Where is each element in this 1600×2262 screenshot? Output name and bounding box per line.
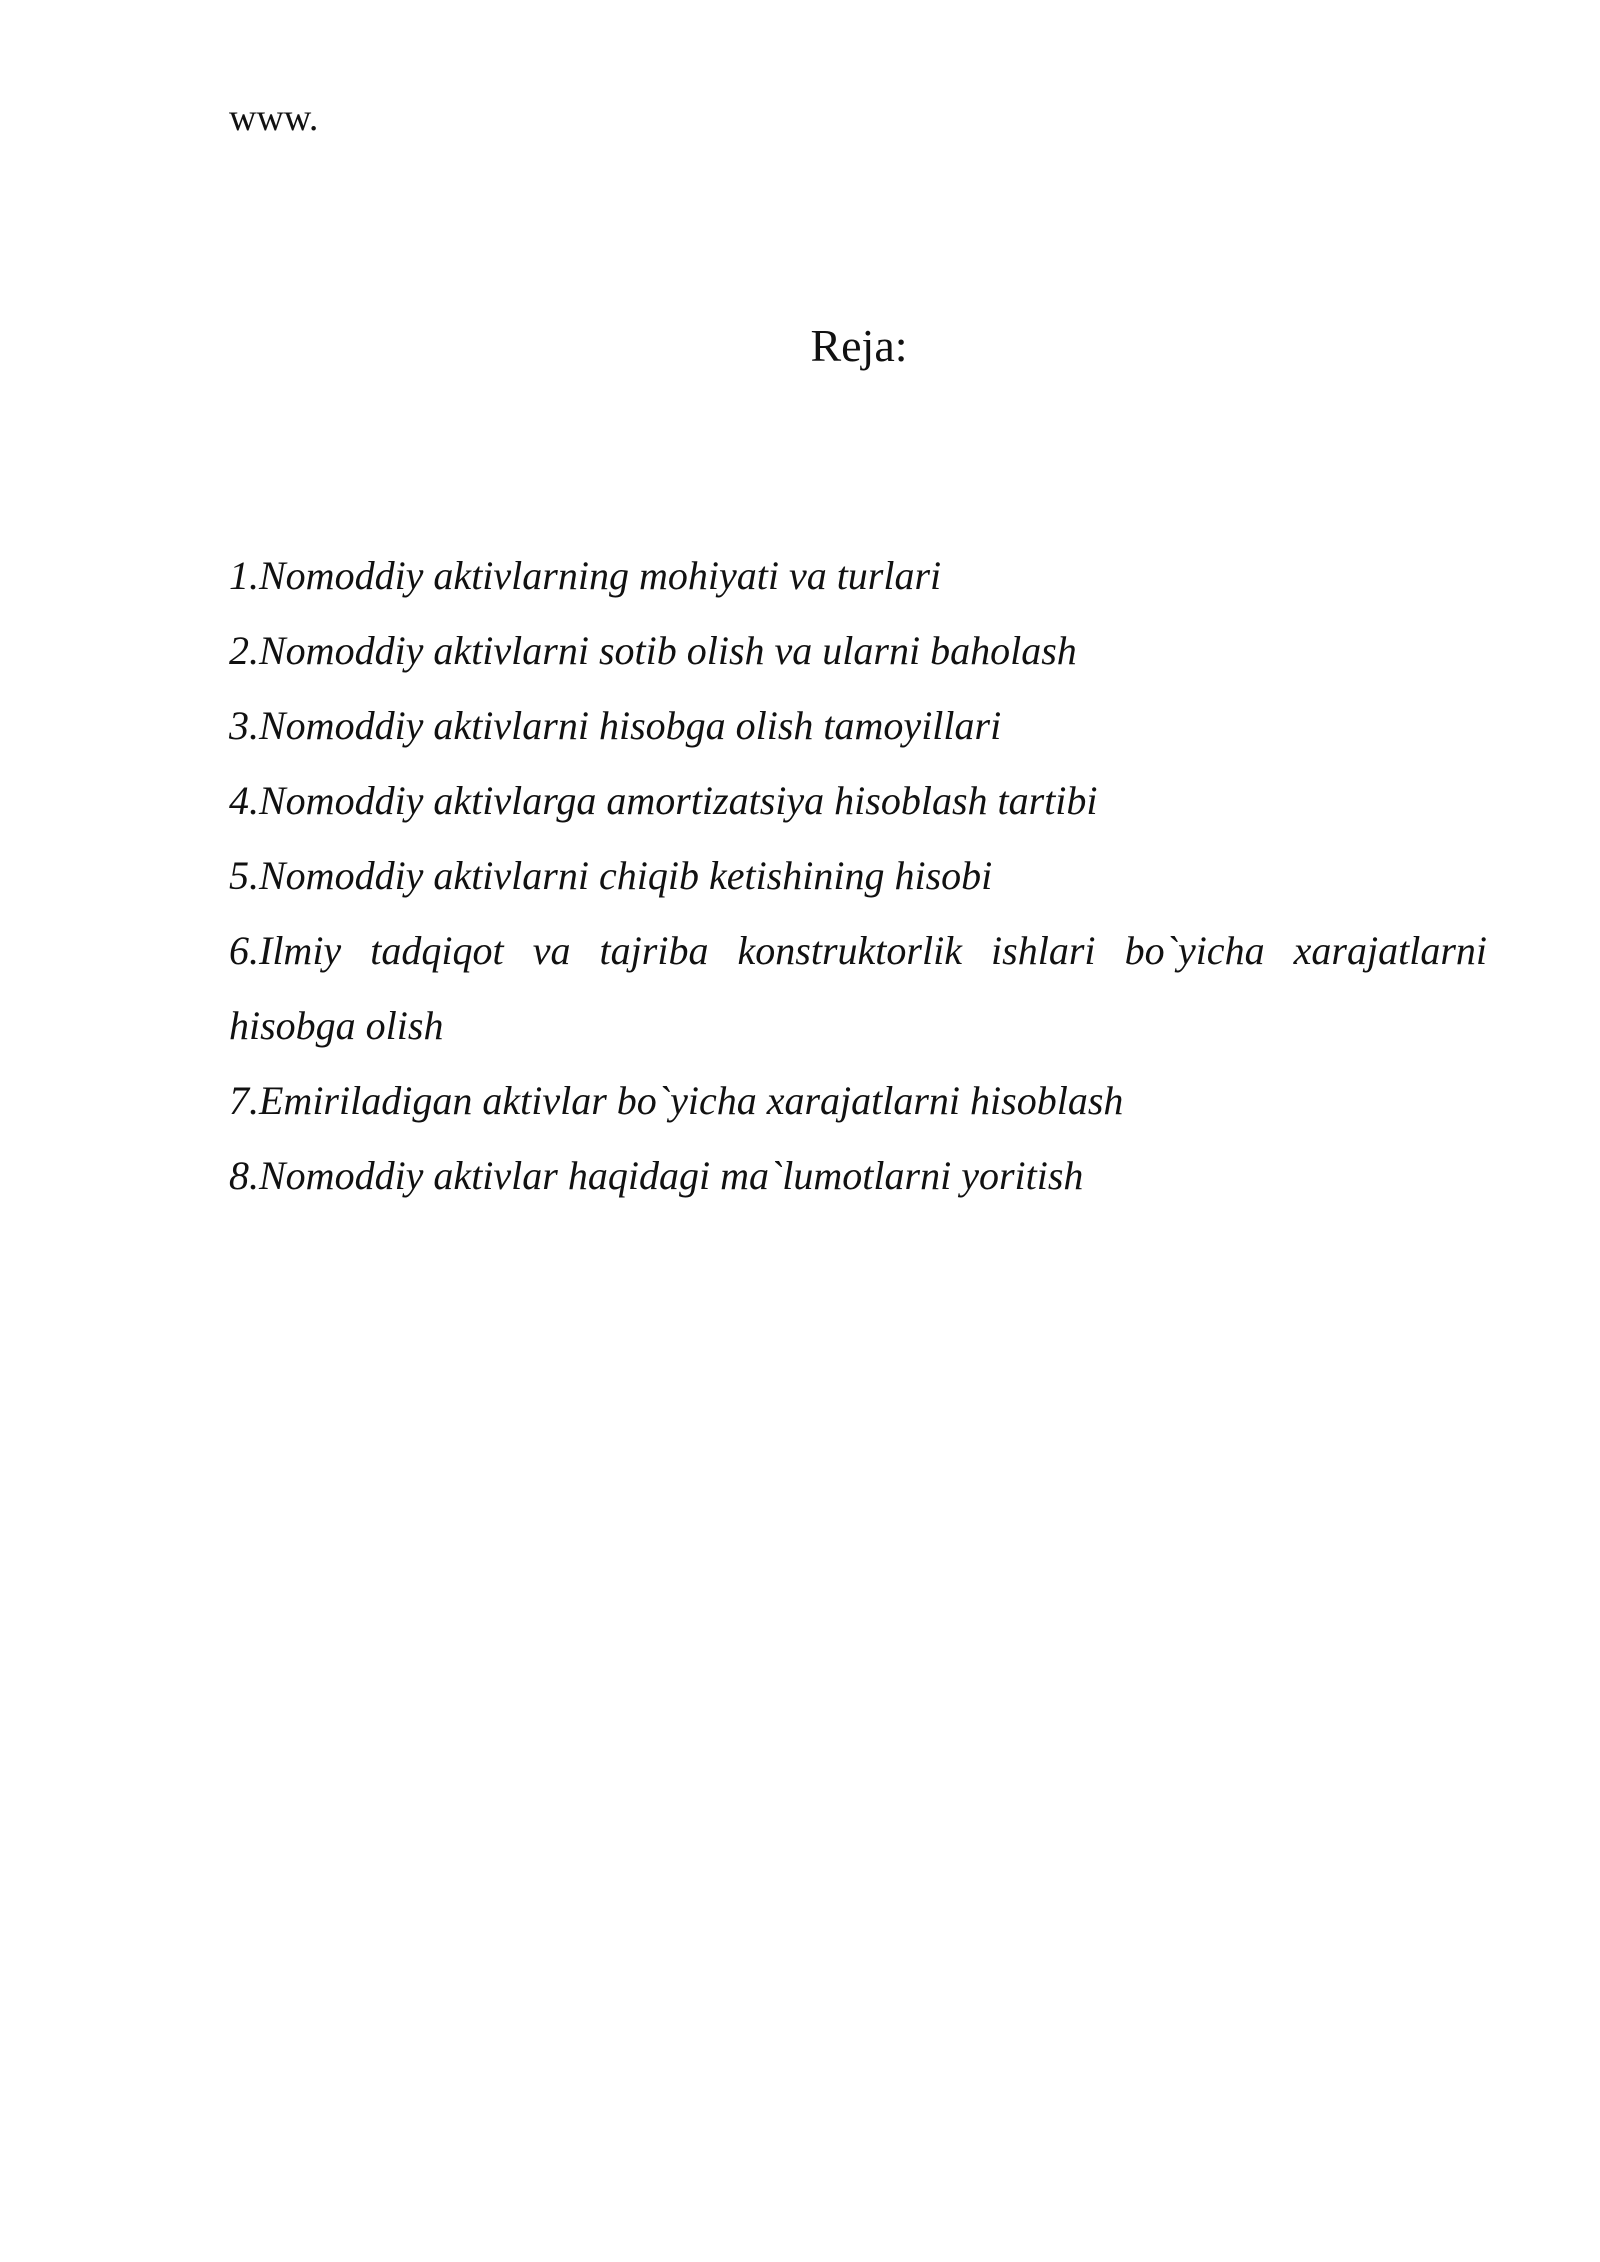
plan-item: 1.Nomoddiy aktivlarning mohiyati va turlari	[229, 553, 942, 598]
plan-item: 5.Nomoddiy aktivlarni chiqib ketishining hisobi	[229, 853, 993, 898]
plan-item: 2.Nomoddiy aktivlarni sotib olish va ularni baholash	[229, 628, 1077, 673]
plan-item: 6.Ilmiy tadqiqot va tajriba konstruktorlik ishlari bo`yicha xarajatlarni hisobga olish	[229, 928, 1487, 1048]
page-title: Reja:	[810, 320, 908, 371]
plan-item: 7.Emiriladigan aktivlar bo`yicha xarajatlarni hisoblash	[229, 1078, 1124, 1123]
plan-item: 4.Nomoddiy aktivlarga amortizatsiya hisoblash tartibi	[229, 778, 1098, 823]
plan-item: 8.Nomoddiy aktivlar haqidagi ma`lumotlarni yoritish	[229, 1153, 1084, 1198]
header-text: www.	[229, 97, 319, 139]
plan-item: 3.Nomoddiy aktivlarni hisobga olish tamoyillari	[229, 703, 1002, 748]
plan-list	[229, 538, 1487, 1213]
